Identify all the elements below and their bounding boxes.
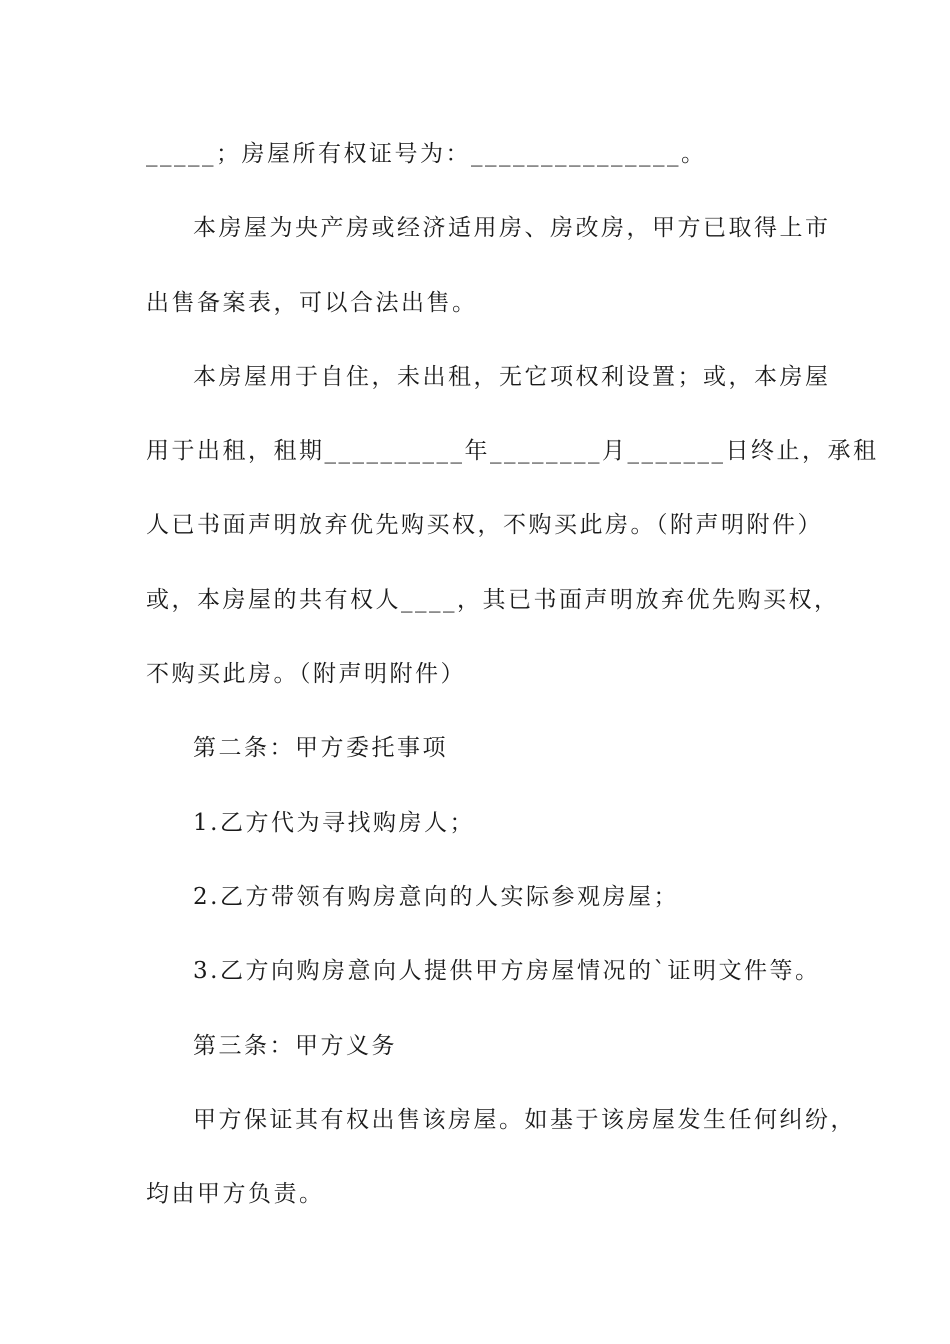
paragraph-line: 甲方保证其有权出售该房屋。如基于该房屋发生任何纠纷， — [193, 1107, 856, 1133]
text-line: 人已书面声明放弃优先购买权，不购买此房。（附声明附件） — [146, 512, 823, 538]
text-line: 或，本房屋的共有权人____，其已书面声明放弃优先购买权， — [146, 587, 840, 613]
text-line: 均由甲方负责。 — [146, 1181, 325, 1207]
list-item: 2.乙方带领有购房意向的人实际参观房屋； — [193, 884, 679, 910]
text-line: 用于出租，租期__________年________月_______日终止，承租 — [146, 438, 879, 464]
text-line: _____；房屋所有权证号为：_______________。 — [146, 141, 707, 167]
list-item: 3.乙方向购房意向人提供甲方房屋情况的`证明文件等。 — [193, 958, 821, 984]
section-heading: 第二条：甲方委托事项 — [193, 735, 448, 761]
paragraph-line: 本房屋为央产房或经济适用房、房改房，甲方已取得上市 — [193, 215, 831, 241]
text-line: 不购买此房。（附声明附件） — [146, 661, 466, 687]
text-line: 出售备案表，可以合法出售。 — [146, 290, 478, 316]
section-heading: 第三条：甲方义务 — [193, 1033, 397, 1059]
list-item: 1.乙方代为寻找购房人； — [193, 810, 475, 836]
paragraph-line: 本房屋用于自住，未出租，无它项权利设置；或，本房屋 — [193, 364, 831, 390]
